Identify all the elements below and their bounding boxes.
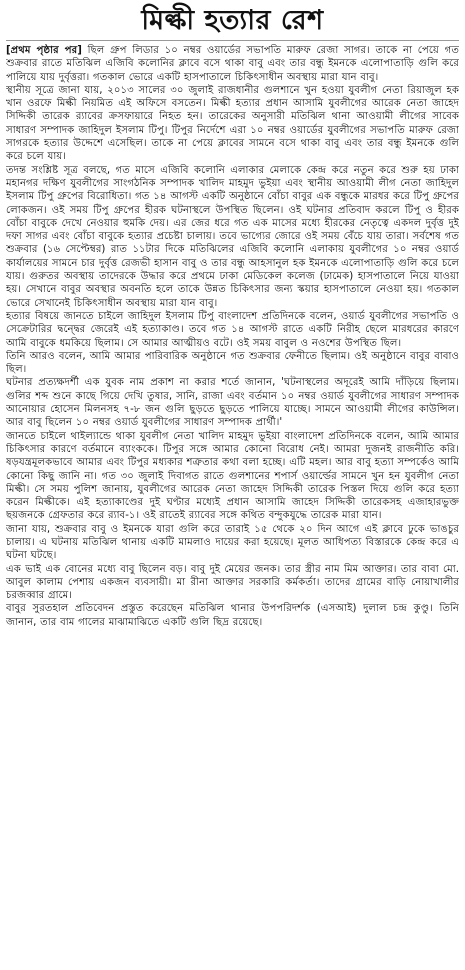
paragraph-6: ঘটনার প্রত্যক্ষদর্শী এক যুবক নাম প্রকাশ না করার শর্তে জানান, 'ঘটনাস্থলের অদূরেই আমি দাঁড়িয়ে ছিলাম। গুলির শব্দ শুনে কাছে গিয়ে দেখি তুষার, সানি, রাজা এবং বর্তমান ১০ নম্বর ওয়ার্ড যুবলীগের সাধারণ সম্পাদক আনোয়ার হোসেন মিলনসহ ৭-৮ জন গুলি ছুড়তে ছুড়তে পালিয়ে যাচ্ছে। সামনে আওয়ামী লীগের কাউন্সিল। আর বাবু ছিলেন ১০ নম্বর ওয়ার্ড যুবলীগের সাধারণ সম্পাদক প্রার্থী।' [6,377,459,429]
paragraph-1 [6,44,459,84]
headline-divider [6,40,459,41]
paragraph-text: ছিল গ্রুপ লিডার ১০ নম্বর ওয়ার্ডের সভাপতি মারুফ রেজা সাগর। তাকে না পেয়ে গত শুক্রবার রাতে মতিঝিল এজিবি কলোনির ক্লাবে বসে থাকা বাবু এবং তার বন্ধু ইমনকে এলোপাতাড়ি গুলি করে পালিয়ে যায় দুর্বৃত্তরা। গতকাল ভোরে একটি হাসপাতালে চিকিৎসাধীন অবস্থায় মারা যান বাবু। [6,45,459,83]
paragraph-9: এক ভাই এক বোনের মধ্যে বাবু ছিলেন বড়। বাবু দুই মেয়ের জনক। তার স্ত্রীর নাম মিম আক্তার। তার বাবা মো. আবুল কালাম পেশায় একজন ব্যবসায়ী। মা রীনা আক্তার সরকারি কর্মকর্তা। তাদের গ্রামের বাড়ি নোয়াখালীর চরজব্বার গ্রামে। [6,563,459,602]
paragraph-2: স্থানীয় সূত্রে জানা যায়, ২০১৩ সালের ৩০ জুলাই রাজধানীর গুলশানে খুন হওয়া যুবলীগ নেতা রিয়াজুল হক খান ওরফে মিল্কী নিয়মিত এই অফিসে বসতেন। মিল্কী হত্যার প্রধান আসামি যুবলীগের আরেক নেতা জাহেদ সিদ্দিকী তারেক র‌্যাবের ক্রসফায়ারে নিহত হন। তারেকের অনুসারী মতিঝিল থানা আওয়ামী লীগের সাবেক সাধারণ সম্পাদক জাহিদুল ইসলাম টিপু। টিপুর নির্দেশে এরা ১০ নম্বর ওয়ার্ডের যুবলীগের সভাপতি মারুফ রেজা সাগরকে হত্যার উদ্দেশে এসেছিল। তাকে না পেয়ে ক্লাবের সামনে বসে থাকা বাবু এবং তার বন্ধু ইমনকে গুলি করে চলে যায়। [6,84,459,163]
article-body [6,44,459,970]
headline: মিল্কী হত্যার রেশ [141,5,324,36]
paragraph-4: হত্যার বিষয়ে জানতে চাইলে জাহিদুল ইসলাম টিপু বাংলাদেশ প্রতিদিনকে বলেন, ওয়ার্ড যুবলীগের সভাপতি ও সেক্রেটারির দ্বন্দ্বের জেরেই এই হত্যাকাণ্ড। তবে গত ১৪ আগস্ট রাতে একটি নিরীহ ছেলে মারধরের কারণে আমি বাবুকে ধমকিয়ে ছিলাম। সে আমার আত্মীয়ও বটে। ওই সময় বাবুল ও নওশের উপস্থিত ছিল। [6,310,459,349]
continuation-label: [প্রথম পৃষ্ঠার পর] [6,45,82,56]
paragraph-7: জানতে চাইলে থাইল্যান্ডে থাকা যুবলীগ নেতা খালিদ মাহমুদ ভুইয়া বাংলাদেশ প্রতিদিনকে বলেন, আমি আমার চিকিৎসার কারণে বর্তমানে ব্যাংককে। টিপুর সঙ্গে আমার কোনো বিরোধ নেই। আমরা দুজনই রাজনীতি করি। ষড়যন্ত্রমূলকভাবে আমার এবং টিপুর মধ্যকার শত্রুতার কথা বলা হচ্ছে। এটি মহল। আর বাবু হত্যা সম্পর্কেও আমি কোনো কিছু জানি না। গত ৩০ জুলাই দিবাগত রাতে গুলশানের শপার্স ওয়ার্ল্ডের সামনে খুন হন যুবলীগ নেতা মিল্কী। সে সময় পুলিশ জানায়, যুবলীগের আরেক নেতা জাহেদ সিদ্দিকী তারেক পিস্তল দিয়ে গুলি করে হত্যা করেন মিল্কীকে। এই হত্যাকাণ্ডের দুই ঘণ্টার মধ্যেই প্রধান আসামি জাহেদ সিদ্দিকী তারেকসহ এজাহারভুক্ত ছয়জনকে গ্রেফতার করে র‌্যাব-১। ওই রাতেই র‌্যাবের সঙ্গে কথিত বন্দুকযুদ্ধে তারেক মারা যান। [6,430,459,522]
paragraph-5: তিনি আরও বলেন, আমি আমার পারিবারিক অনুষ্ঠানে গত শুক্রবার ফেনীতে ছিলাম। ওই অনুষ্ঠানে বাবুর বাবাও ছিল। [6,350,459,376]
paragraph-10: বাবুর সুরতহাল প্রতিবেদন প্রস্তুত করেছেন মতিঝিল থানার উপপরিদর্শক (এসআই) দুলাল চন্দ্র কুণ্ডু। তিনি জানান, তার বাম গালের মাঝামাঝিতে একটি গুলি ছিদ্র রয়েছে। [6,603,459,628]
paragraph-8: জানা যায়, শুক্রবার বাবু ও ইমনকে যারা গুলি করে তারাই ১৫ থেকে ২০ দিন আগে এই ক্লাবে ঢুকে ভাঙচুর চালায়। এ ঘটনায় মতিঝিল থানায় একটি মামলাও দায়ের করা হয়েছে। মূলত আধিপত্য বিস্তারকে কেন্দ্র করে এ ঘটনা ঘটছে। [6,523,459,562]
paragraph-3: তদন্ত সংশ্লিষ্ট সূত্র বলছে, গত মাসে এজিবি কলোনি এলাকার মেলাকে কেন্দ্র করে নতুন করে শুরু হয় ঢাকা মহানগর দক্ষিণ যুবলীগের সাংগঠনিক সম্পাদক খালিদ মাহমুদ ভুইয়া এবং স্থানীয় আওয়ামী লীগ নেতা জাহিদুল ইসলাম টিপু গ্রুপের বিরোধিতা। গত ১৪ আগস্ট একটি অনুষ্ঠানে বোঁচা বাবুর এক বন্ধুকে মারধর করে টিপু গ্রুপের লোকজন। ওই সময় টিপু গ্রুপের হীরক ঘটনাস্থলে উপস্থিত ছিলেন। ওই ঘটনার প্রতিবাদ করলে টিপু ও হীরক বোঁচা বাবুকে দেখে নেওয়ার হুমকি দেয়। এর জের ধরে গত এক মাসের মধ্যে হীরকের নেতৃত্বে একদল দুর্বৃত্ত দুই দফা সাগর এবং বোঁচা বাবুকে হত্যার প্রচেষ্টা চালায়। তবে ভাগ্যের জোরে ওই সময় বেঁচে যায় তারা। সর্বশেষ গত শুক্রবার (১৬ সেপ্টেম্বর) রাত ১১টার দিকে মতিঝিলের এজিবি কলোনি এলাকায় যুবলীগের ১০ নম্বর ওয়ার্ড কার্যালয়ের সামনে চার দুর্বৃত্ত রেজভী হাসান বাবু ও তার বন্ধু আহসানুল হক ইমনকে এলোপাতাড়ি গুলি করে চলে যায়। গুরুতর অবস্থায় তাদেরকে উদ্ধার করে প্রথমে ঢাকা মেডিকেল কলেজ (ঢামেক) হাসপাতালে নিয়ে যাওয়া হয়। সেখানে বাবুর অবস্থার অবনতি হলে তাকে উন্নত চিকিৎসার জন্য স্কয়ার হাসপাতালে নেওয়া হয়। গতকাল ভোরে সেখানেই চিকিৎসাধীন অবস্থায় মারা যান বাবু। [6,164,459,309]
